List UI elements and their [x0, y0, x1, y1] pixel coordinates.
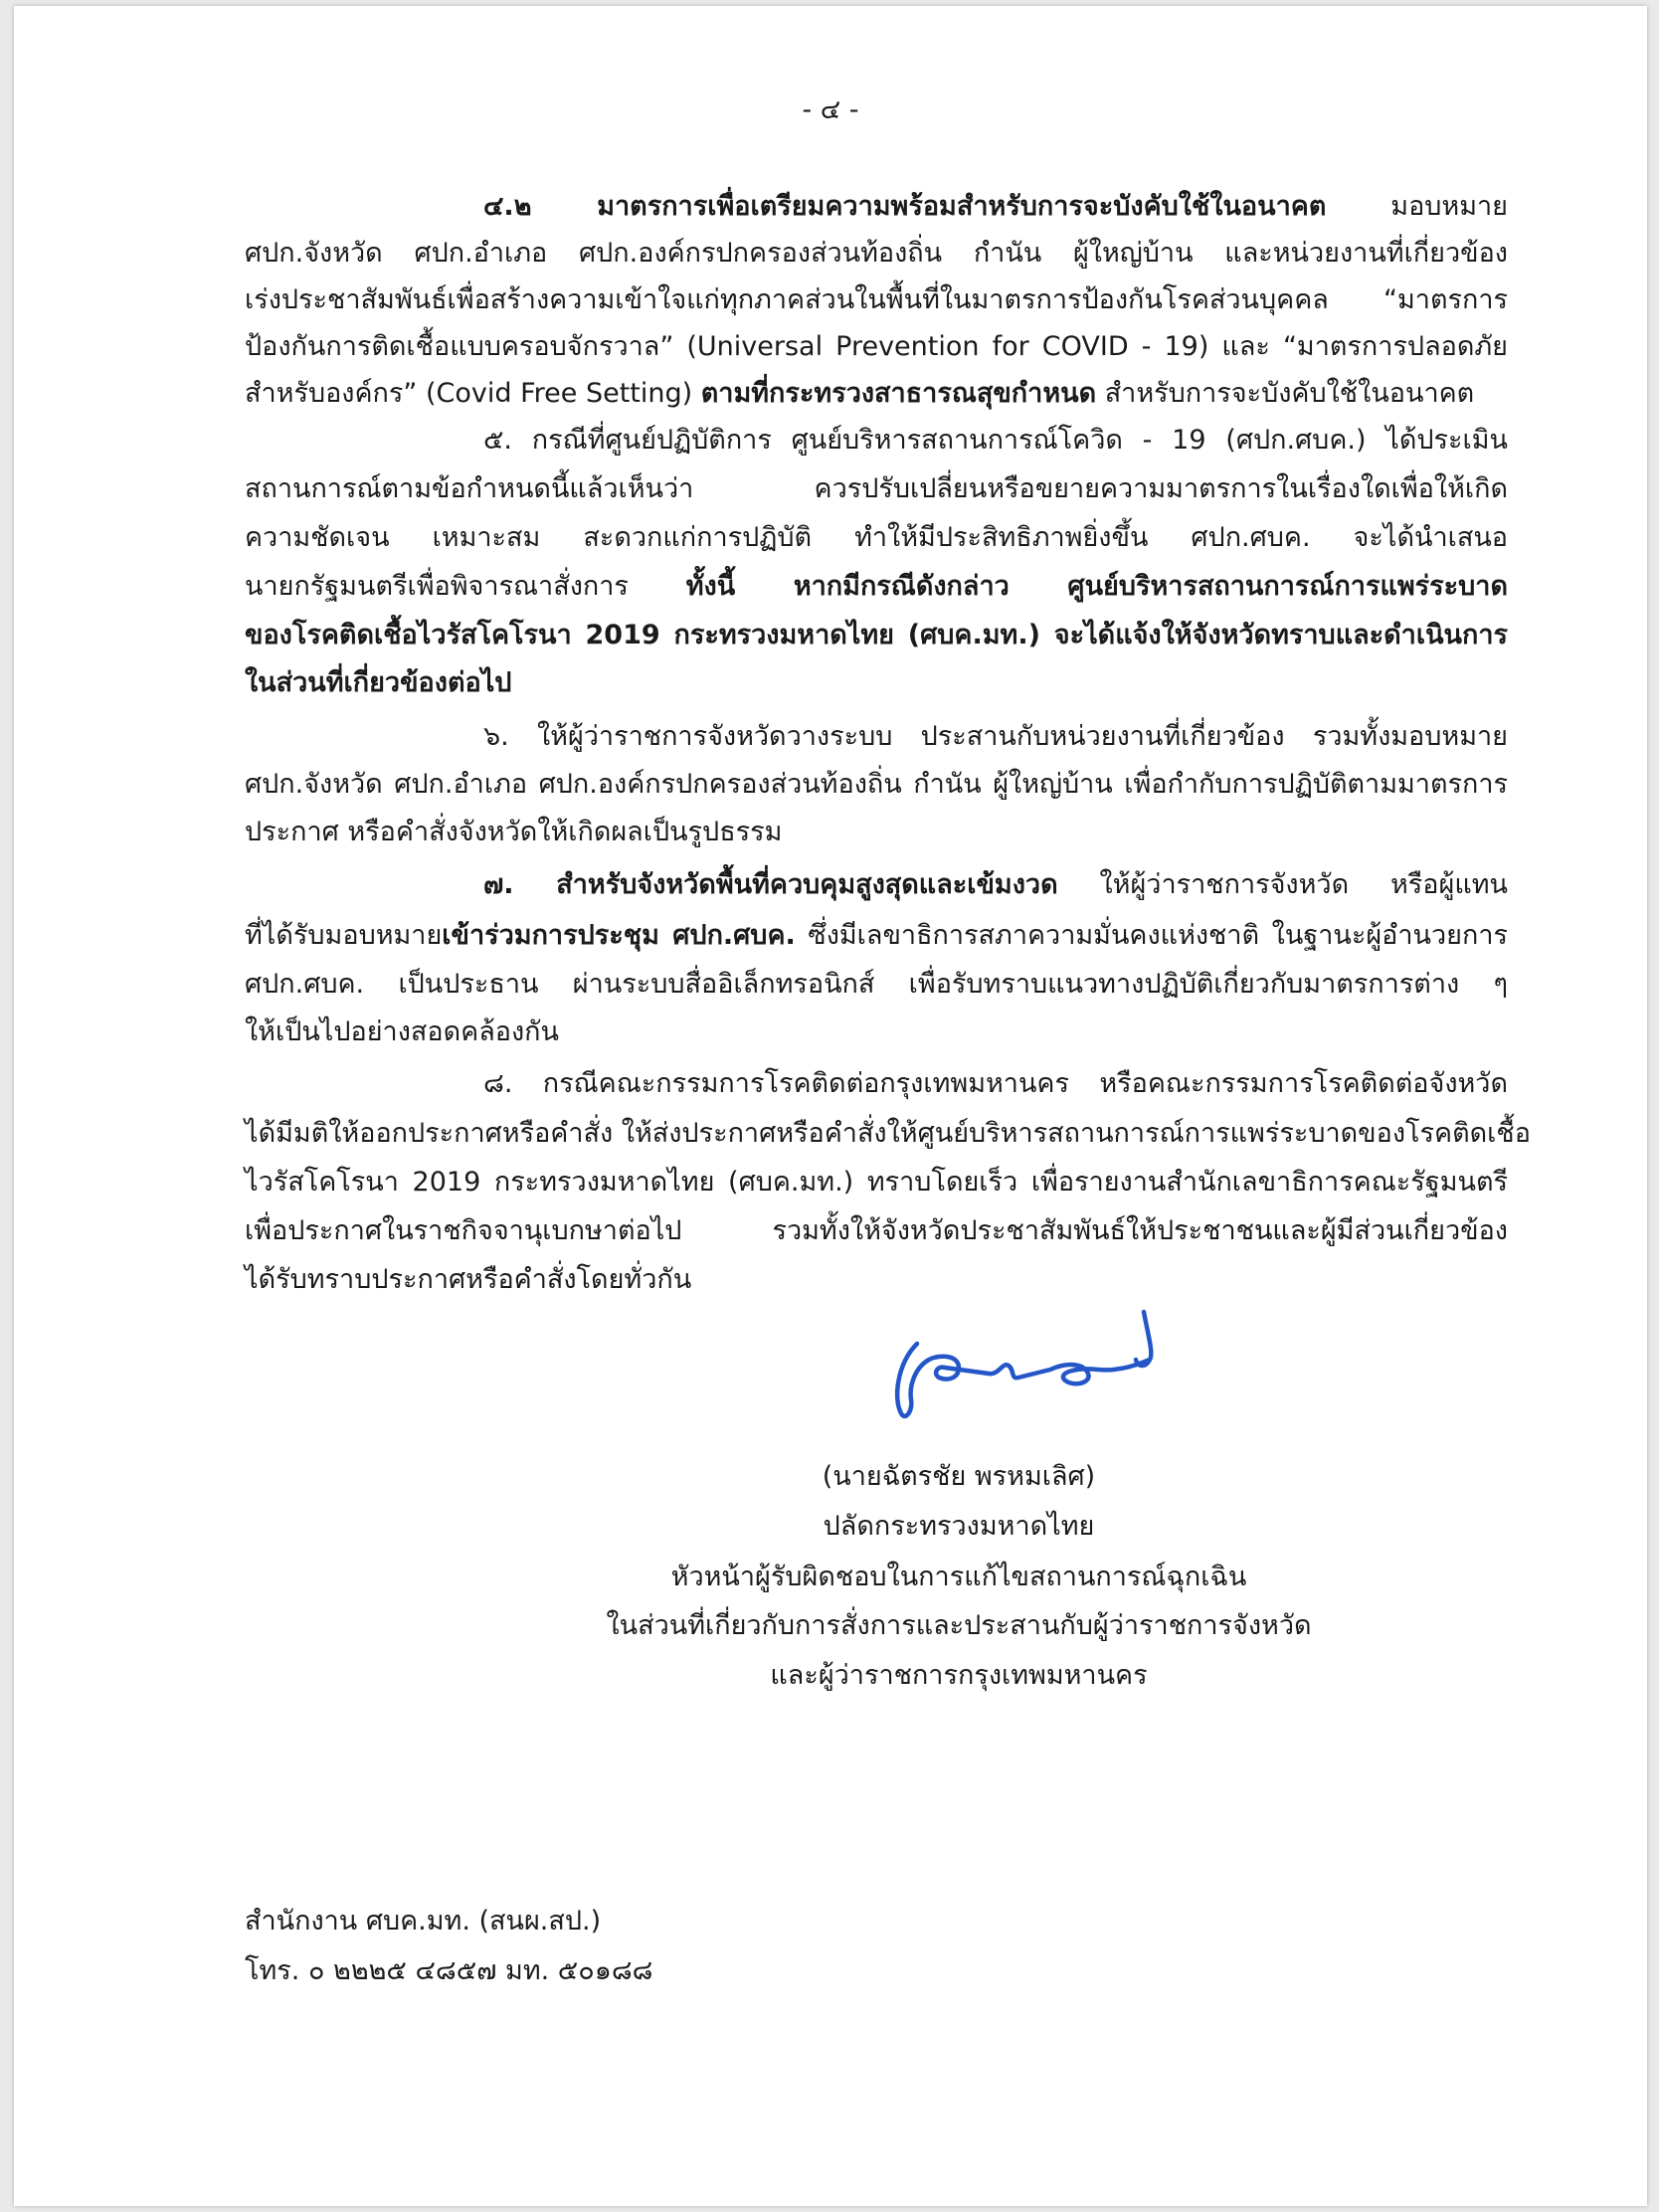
document-page: [14, 6, 1647, 2206]
para-4-2-line-1: [483, 190, 1508, 224]
signer-name: (นายฉัตรชัย พรหมเลิศ): [822, 1461, 1096, 1492]
para-7-line-3: ศปก.ศบค. เป็นประธาน ผ่านระบบสื่ออิเล็กทรอนิกส์ เพื่อรับทราบแนวทางปฏิบัติเกี่ยวกับมาตรการต่าง ๆ: [245, 969, 1508, 1000]
para-5-line-1: ๕. กรณีที่ศูนย์ปฏิบัติการ ศูนย์บริหารสถานการณ์โควิด - 19 (ศปก.ศบค.) ได้ประเมิน: [483, 425, 1508, 456]
para-4-2-line-5-c: สำหรับการจะบังคับใช้ในอนาคต: [1096, 378, 1475, 409]
para-4-2-line-1-rest: มอบหมาย: [1326, 191, 1508, 222]
para-5-line-5: ของโรคติดเชื้อไวรัสโคโรนา 2019 กระทรวงมหาดไทย (ศบค.มท.) จะได้แจ้งให้จังหวัดทราบและดำเนินการ: [245, 620, 1508, 650]
para-7-line-1: [483, 868, 1508, 902]
para-8-line-5: ได้รับทราบประกาศหรือคำสั่งโดยทั่วกัน: [245, 1264, 692, 1295]
para-4-2-line-3: เร่งประชาสัมพันธ์เพื่อสร้างความเข้าใจแก่ทุกภาคส่วนในพื้นที่ในมาตรการป้องกันโรคส่วนบุคคล “มาตรการ: [245, 284, 1508, 315]
para-4-2-heading: ๔.๒ มาตรการเพื่อเตรียมความพร้อมสำหรับการจะบังคับใช้ในอนาคต: [483, 191, 1327, 222]
para-7-line-2: [245, 919, 1508, 953]
para-4-2-line-5: [245, 377, 1508, 411]
para-7-line-2-a: ที่ได้รับมอบหมาย: [245, 920, 443, 951]
para-7-line-1-rest: ให้ผู้ว่าราชการจังหวัด หรือผู้แทน: [1057, 869, 1508, 900]
para-8-line-1: ๘. กรณีคณะกรรมการโรคติดต่อกรุงเทพมหานคร หรือคณะกรรมการโรคติดต่อจังหวัด: [483, 1068, 1508, 1099]
para-7-line-4: ให้เป็นไปอย่างสอดคล้องกัน: [245, 1016, 559, 1047]
para-8-line-3: ไวรัสโคโรนา 2019 กระทรวงมหาดไทย (ศบค.มท.) ทราบโดยเร็ว เพื่อรายงานสำนักเลขาธิการคณะรัฐมนตรี: [245, 1167, 1508, 1198]
footer-office: สำนักงาน ศบค.มท. (สนผ.สป.): [245, 1906, 602, 1936]
para-5-line-4: [245, 570, 1508, 604]
para-5-line-4-a: นายกรัฐมนตรีเพื่อพิจารณาสั่งการ: [245, 571, 686, 602]
para-8-line-4: เพื่อประกาศในราชกิจจานุเบกษาต่อไป รวมทั้งให้จังหวัดประชาสัมพันธ์ให้ประชาชนและผู้มีส่วนเกี่ยวข้อง: [245, 1215, 1508, 1246]
footer-phone: โทร. ๐ ๒๒๒๕ ๔๘๕๗ มท. ๕๐๑๘๘: [245, 1955, 653, 1986]
para-7-line-2-c: ซึ่งมีเลขาธิการสภาความมั่นคงแห่งชาติ ในฐานะผู้อำนวยการ: [795, 920, 1508, 951]
signer-title-1: ปลัดกระทรวงมหาดไทย: [823, 1511, 1095, 1542]
signer-title-4: และผู้ว่าราชการกรุงเทพมหานคร: [770, 1660, 1148, 1691]
para-6-line-3: ประกาศ หรือคำสั่งจังหวัดให้เกิดผลเป็นรูปธรรม: [245, 817, 783, 847]
para-7-line-2-bold: เข้าร่วมการประชุม ศปก.ศบค.: [442, 920, 796, 951]
handwritten-signature-icon: [889, 1304, 1178, 1423]
para-8-line-2: ได้มีมติให้ออกประกาศหรือคำสั่ง ให้ส่งประกาศหรือคำสั่งให้ศูนย์บริหารสถานการณ์การแพร่ระบาดของโรคติดเชื้อ: [245, 1118, 1531, 1149]
signer-title-2: หัวหน้าผู้รับผิดชอบในการแก้ไขสถานการณ์ฉุกเฉิน: [670, 1562, 1247, 1592]
para-4-2-line-4: ป้องกันการติดเชื้อแบบครอบจักรวาล” (Universal Prevention for COVID - 19) และ “มาตรการปลอดภัย: [245, 331, 1508, 362]
para-6-line-2: ศปก.จังหวัด ศปก.อำเภอ ศปก.องค์กรปกครองส่วนท้องถิ่น กำนัน ผู้ใหญ่บ้าน เพื่อกำกับการปฏิบัติตามมาตรการ: [245, 769, 1508, 800]
para-5-line-6: ในส่วนที่เกี่ยวข้องต่อไป: [245, 667, 512, 698]
para-5-line-4-bold: ทั้งนี้ หากมีกรณีดังกล่าว ศูนย์บริหารสถานการณ์การแพร่ระบาด: [685, 571, 1509, 602]
para-5-line-2: สถานการณ์ตามข้อกำหนดนี้แล้วเห็นว่า ควรปรับเปลี่ยนหรือขยายความมาตรการในเรื่องใดเพื่อให้เกิด: [245, 473, 1508, 504]
para-4-2-line-5-bold: ตามที่กระทรวงสาธารณสุขกำหนด: [700, 378, 1097, 409]
para-7-heading: ๗. สำหรับจังหวัดพื้นที่ควบคุมสูงสุดและเข้มงวด: [483, 869, 1058, 900]
page-number: - ๔ -: [802, 94, 859, 125]
para-5-line-3: ความชัดเจน เหมาะสม สะดวกแก่การปฏิบัติ ทำให้มีประสิทธิภาพยิ่งขึ้น ศปก.ศบค. จะได้นำเสนอ: [245, 522, 1508, 553]
para-4-2-line-2: ศปก.จังหวัด ศปก.อำเภอ ศปก.องค์กรปกครองส่วนท้องถิ่น กำนัน ผู้ใหญ่บ้าน และหน่วยงานที่เกี่ยวข้อง: [245, 238, 1508, 269]
signer-title-3: ในส่วนที่เกี่ยวกับการสั่งการและประสานกับผู้ว่าราชการจังหวัด: [606, 1610, 1312, 1641]
para-6-line-1: ๖. ให้ผู้ว่าราชการจังหวัดวางระบบ ประสานกับหน่วยงานที่เกี่ยวข้อง รวมทั้งมอบหมาย: [483, 721, 1508, 752]
para-4-2-line-5-a: สำหรับองค์กร” (Covid Free Setting): [245, 378, 701, 409]
